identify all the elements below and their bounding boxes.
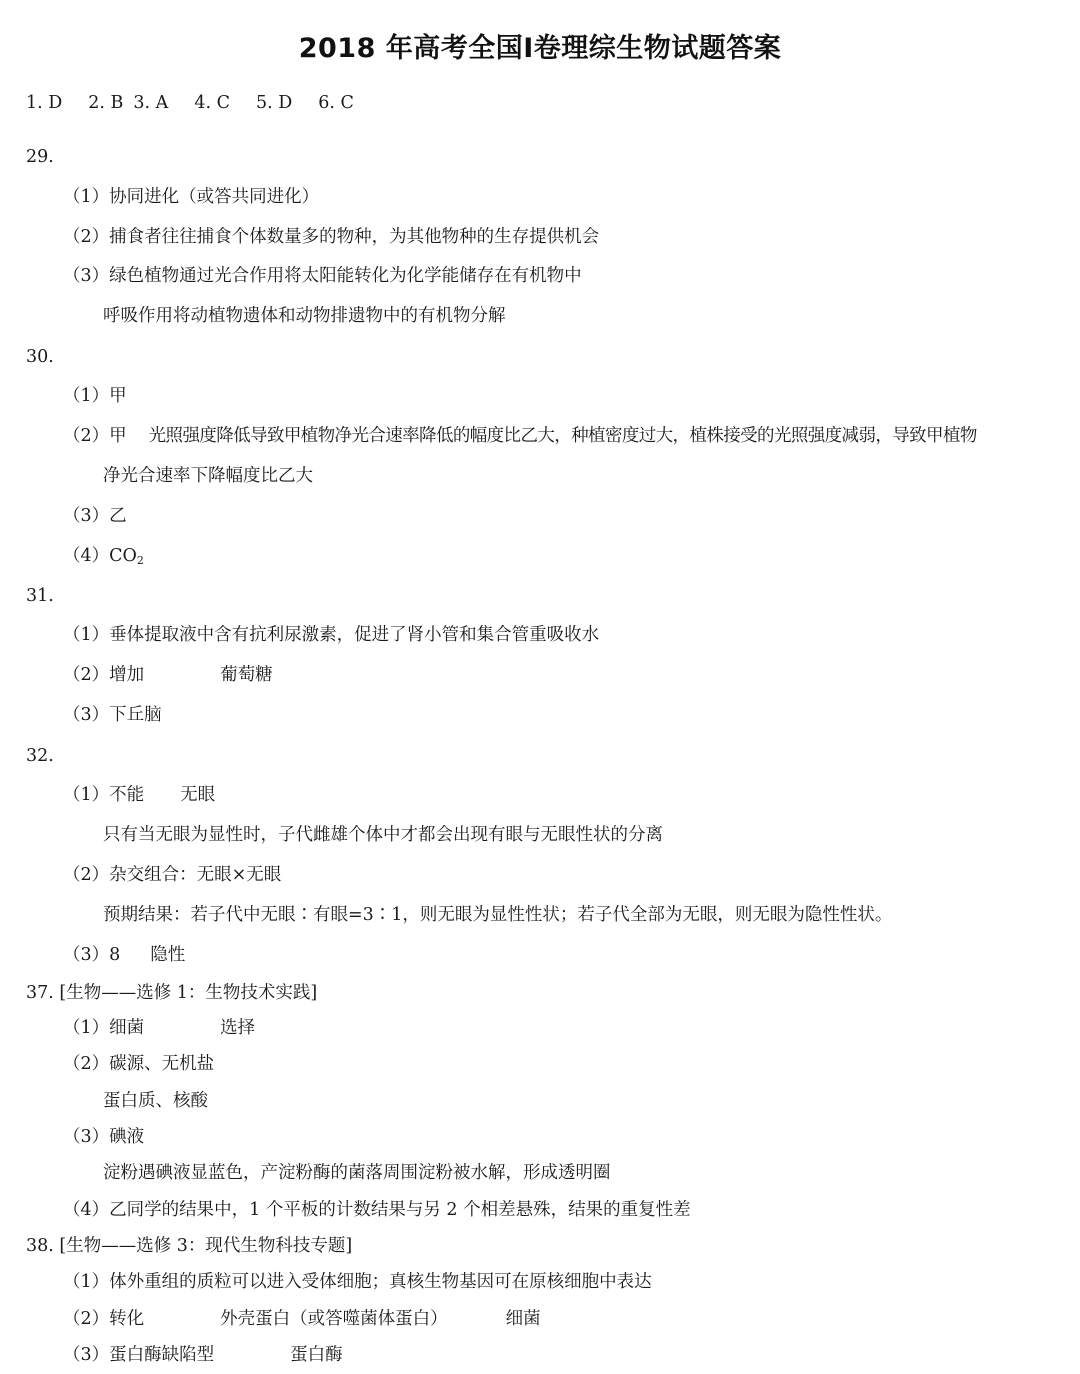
q31-answer-2-label: （2）增加: [63, 665, 145, 685]
question-37-heading: 37. [生物——选修 1：生物技术实践]: [26, 983, 318, 1003]
q31-answer-2-b: 葡萄糖: [220, 665, 273, 685]
q30-answer-2-text: 光照强度降低导致甲植物净光合速率降低的幅度比乙大，种植密度过大，植株接受的光照强度减弱，导致甲植物: [148, 426, 977, 446]
question-31-number: 31.: [26, 586, 54, 606]
q29-answer-3-cont: 呼吸作用将动植物遗体和动物排遗物中的有机物分解: [103, 306, 506, 326]
question-32-number: 32.: [26, 746, 54, 766]
q30-answer-4-subscript: 2: [136, 554, 144, 567]
mc-answer: 2. B: [88, 93, 124, 113]
q29-answer-2: （2）捕食者往往捕食个体数量多的物种，为其他物种的生存提供机会: [63, 227, 600, 247]
q38-answer-2-b: 外壳蛋白（或答噬菌体蛋白）: [220, 1309, 448, 1329]
q30-answer-4-label: （4）CO: [63, 546, 137, 566]
mc-answer: 4. C: [194, 93, 230, 113]
q29-answer-3: （3）绿色植物通过光合作用将太阳能转化为化学能储存在有机物中: [63, 266, 582, 286]
q38-answer-3: [63, 1344, 343, 1366]
q32-answer-1: [63, 784, 215, 806]
mc-answer: 5. D: [255, 93, 293, 113]
q30-answer-2-cont: 净光合速率下降幅度比乙大: [103, 466, 313, 486]
q32-answer-1-label: （1）不能: [63, 785, 145, 805]
q37-answer-3-cont: 淀粉遇碘液显蓝色，产淀粉酶的菌落周围淀粉被水解，形成透明圈: [103, 1163, 611, 1183]
q37-answer-2: （2）碳源、无机盐: [63, 1054, 215, 1074]
q37-answer-1-label: （1）细菌: [63, 1018, 145, 1038]
page-title: 2018 年高考全国Ⅰ卷理综生物试题答案: [298, 33, 782, 64]
q30-answer-1: （1）甲: [63, 386, 127, 406]
q38-answer-1: （1）体外重组的质粒可以进入受体细胞；真核生物基因可在原核细胞中表达: [63, 1272, 652, 1292]
q31-answer-2: [63, 664, 273, 686]
multiple-choice-answers: [26, 92, 354, 114]
mc-answer: 3. A: [133, 93, 169, 113]
q32-answer-3-b: 隐性: [150, 945, 186, 965]
q32-answer-1-cont: 只有当无眼为显性时，子代雌雄个体中才都会出现有眼与无眼性状的分离: [103, 825, 663, 845]
q38-answer-3-b: 蛋白酶: [290, 1345, 343, 1365]
q37-answer-2-cont: 蛋白质、核酸: [103, 1091, 208, 1111]
q30-answer-2-label: （2）甲: [63, 426, 127, 446]
q38-answer-2: [63, 1308, 541, 1330]
question-38-heading: 38. [生物——选修 3：现代生物科技专题]: [26, 1236, 353, 1256]
q38-answer-2-label: （2）转化: [63, 1309, 145, 1329]
question-30-number: 30.: [26, 347, 54, 367]
q38-answer-2-c: 细菌: [505, 1309, 541, 1329]
mc-answer: 1. D: [26, 93, 63, 113]
q32-answer-3-label: （3）8: [63, 945, 121, 965]
q32-answer-3: [63, 944, 185, 966]
q30-answer-2: [63, 425, 977, 447]
question-29-number: 29.: [26, 147, 54, 167]
q37-answer-1: [63, 1017, 255, 1039]
q31-answer-3: （3）下丘脑: [63, 705, 162, 725]
q37-answer-3: （3）碘液: [63, 1127, 145, 1147]
q30-answer-3: （3）乙: [63, 506, 127, 526]
q32-answer-2: （2）杂交组合：无眼×无眼: [63, 865, 282, 885]
q37-answer-4: （4）乙同学的结果中，1 个平板的计数结果与另 2 个相差悬殊，结果的重复性差: [63, 1200, 691, 1220]
q29-answer-1: （1）协同进化（或答共同进化）: [63, 187, 320, 207]
q37-answer-1-b: 选择: [220, 1018, 256, 1038]
q32-answer-1-b: 无眼: [180, 785, 216, 805]
mc-answer: 6. C: [318, 93, 354, 113]
q38-answer-3-label: （3）蛋白酶缺陷型: [63, 1345, 215, 1365]
q31-answer-1: （1）垂体提取液中含有抗利尿激素，促进了肾小管和集合管重吸收水: [63, 625, 600, 645]
q30-answer-4: [63, 545, 144, 572]
q32-answer-2-cont: 预期结果：若子代中无眼∶有眼=3∶1，则无眼为显性性状；若子代全部为无眼，则无眼为隐性性状。: [103, 905, 893, 925]
